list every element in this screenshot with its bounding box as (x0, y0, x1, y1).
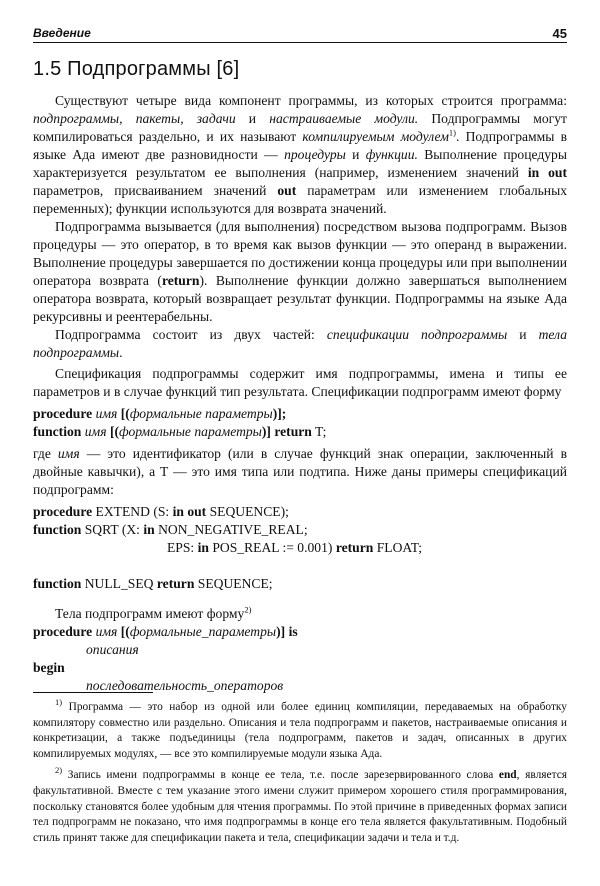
running-head (33, 26, 567, 42)
paragraph-5: где имя — это идентификатор (или в случае функций знак операции, заключенный в двойные кавычки), а Т — это имя типа или подтипа. Ниже даны примеры спецификаций подпрограмм: (33, 446, 567, 497)
body-intro: Тела подпрограмм имеют форму$^{2)}$ (55, 604, 252, 621)
paragraph-1: Существуют четыре вида компонент программы, из которых строится программа: подпрограммы, пакеты, задачи и настраиваемые модули. Подпрограммы могут компилироваться раздельно, и их называют компилируемым модулем$^{1)}$. Подпрограммы в языке Ада имеют две разновидности — процедуры и функции. Выполнение процедуры характеризуется результатом ее выполнения (например, изменением значений in out параметров, присваиванием значений out параметрам или изменением глобальных переменных); функции используются для возврата значений. (33, 93, 568, 216)
body-text (33, 92, 567, 695)
spec-form-line-2: function имя [(формальные параметры)] return T; (33, 424, 327, 439)
footnote-2: $^{2)}$ Запись имени подпрограммы в конце ее тела, т.е. после зарезервированного слова end, является факультативной. Вместе с тем указание этого имени служит примером хорошего стиля программирования, поскольку становятся более удобным для чтения программы. По этой причине в приведенных формах записи тел подпрограмм не показано, что имя подпрограммы в конце его тела является факультативным. Подобный стиль принят также для спецификации пакета и тела, спецификации задачи и тела и т.д. (33, 765, 567, 844)
example-line-2: function SQRT (X: in NON_NEGATIVE_REAL; (33, 522, 308, 537)
running-head-section: Введение (33, 26, 91, 40)
body-form-line-1: procedure имя [(формальные_параметры)] is (33, 624, 298, 639)
spec-form-line-1: procedure имя [(формальные параметры)]; (33, 406, 287, 421)
body-form-line-2: описания (86, 642, 139, 657)
footnote-1: $^{1)}$ Программа — это набор из одной или более единиц компиляции, передаваемых на обработку компилятору совместно или раздельно. Описания и тела подпрограмм и пакетов, настраиваемые описания и конкретизации, а также подъединицы (тела подпрограмм, пакетов и задач, описанных в других компилируемых модулях, — все это компилируемые модули языка Ада. (33, 697, 567, 760)
body-form-block (33, 623, 567, 695)
example-line-4: function NULL_SEQ return SEQUENCE; (33, 576, 273, 591)
footnotes (33, 697, 567, 852)
body-form-line-3: begin (33, 660, 65, 675)
footnote-rule (33, 692, 153, 693)
section-heading: 1.5 Подпрограммы [6] (33, 58, 240, 80)
paragraph-2: Подпрограмма вызывается (для выполнения) посредством вызова подпрограмм. Вызов процедуры — это оператор, в то время как вызов функции — это операнд в выражении. Выполнение процедуры завершается по достижении конца процедуры или при выполнении оператора возврата (return). Выполнение функции должно завершаться выполнением оператора возврата, который возвращает результат функции. Подпрограммы на языке Ада рекурсивны и реентерабельны. (33, 219, 568, 324)
footnote-ref-2: 2) (244, 604, 252, 615)
example-line-1: procedure EXTEND (S: in out SEQUENCE); (33, 504, 289, 519)
footnote-ref-1: 1) (448, 127, 456, 138)
example-line-3: EPS: in POS_REAL := 0.001) return FLOAT; (167, 540, 423, 555)
header-rule (33, 42, 567, 43)
spec-form-block (33, 405, 567, 441)
paragraph-4: Спецификация подпрограммы содержит имя подпрограммы, имена и типы ее параметров и в случае функций тип результата. Спецификации подпрограмм имеют форму (33, 366, 567, 399)
body-form-line-4: последовательность_операторов (86, 678, 284, 693)
page-number: 45 (552, 26, 567, 41)
examples-block (33, 503, 567, 593)
paragraph-3: Подпрограмма состоит из двух частей: спецификации подпрограммы и тела подпрограммы. (33, 327, 567, 360)
